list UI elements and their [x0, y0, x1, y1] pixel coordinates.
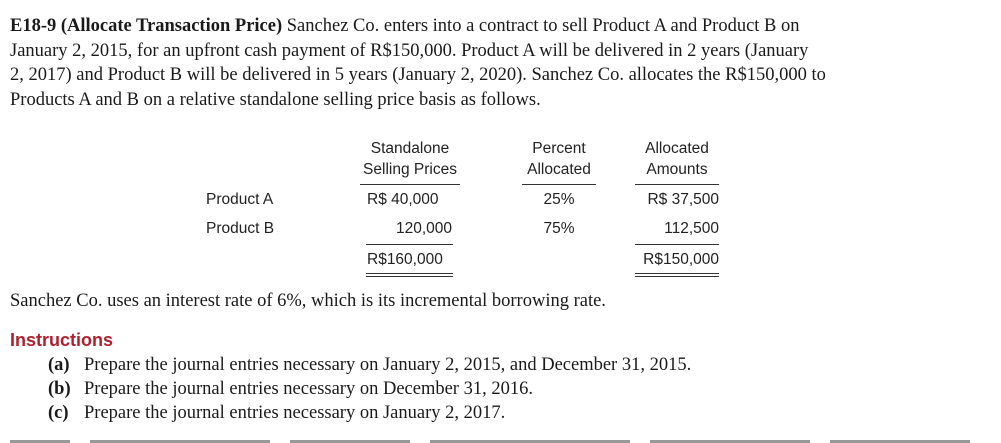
- total-allocated: R$150,000: [643, 251, 719, 268]
- header-standalone-line1: Standalone: [370, 140, 450, 157]
- instruction-b-label: (b): [48, 379, 71, 399]
- header-allocated-line2: Amounts: [646, 161, 708, 178]
- exercise-paragraph: [10, 14, 970, 112]
- header-rule-allocated: [635, 184, 719, 185]
- instruction-c: [48, 403, 505, 424]
- row-product-b-allocated: 112,500: [664, 220, 719, 237]
- instruction-b: [48, 379, 533, 400]
- total-standalone: R$160,000: [367, 251, 443, 268]
- row-product-b-percent: 75%: [543, 220, 575, 237]
- row-product-b-standalone: 120,000: [395, 220, 452, 237]
- exercise-text-line-1: Sanchez Co. enters into a contract to sell Product A and Product B on: [286, 16, 800, 36]
- header-rule-standalone: [360, 184, 460, 185]
- exercise-text-line-3: 2, 2017) and Product B will be delivered in 5 years (January 2, 2020). Sanchez Co. allocates the R$150,000 to: [10, 65, 826, 85]
- header-standalone-line2: Selling Prices: [363, 161, 457, 178]
- row-product-a-allocated: R$ 37,500: [647, 191, 719, 208]
- header-rule-percent: [522, 184, 596, 185]
- row-product-a-percent: 25%: [543, 191, 575, 208]
- instruction-a-label: (a): [48, 355, 70, 375]
- interest-rate-note: Sanchez Co. uses an interest rate of 6%, which is its incremental borrowing rate.: [10, 291, 606, 311]
- header-percent-line2: Allocated: [527, 161, 591, 178]
- double-rule-allocated: [635, 273, 719, 277]
- instruction-a: [48, 355, 691, 376]
- exercise-text-line-2: January 2, 2015, for an upfront cash payment of R$150,000. Product A will be delivered in 2 years (January: [10, 40, 809, 61]
- header-percent-line1: Percent: [532, 140, 586, 157]
- instruction-c-text: Prepare the journal entries necessary on January 2, 2017.: [84, 403, 506, 423]
- instructions-heading: Instructions: [10, 330, 114, 350]
- exercise-text-line-4: Products A and B on a relative standalone selling price basis as follows.: [10, 89, 541, 110]
- next-line-cutoff: [0, 436, 1001, 443]
- subtotal-rule-allocated: [635, 244, 719, 245]
- row-product-a-label: Product A: [206, 191, 274, 208]
- double-rule-standalone: [366, 273, 453, 277]
- row-product-b-label: Product B: [206, 220, 275, 237]
- instruction-a-text: Prepare the journal entries necessary on January 2, 2015, and December 31, 2015.: [84, 355, 692, 375]
- instruction-c-label: (c): [48, 403, 69, 423]
- instruction-b-text: Prepare the journal entries necessary on December 31, 2016.: [84, 379, 533, 399]
- exercise-label: E18-9 (Allocate Transaction Price): [10, 16, 283, 36]
- row-product-a-standalone: R$ 40,000: [367, 191, 439, 208]
- subtotal-rule-standalone: [366, 244, 453, 245]
- header-allocated-line1: Allocated: [645, 140, 709, 157]
